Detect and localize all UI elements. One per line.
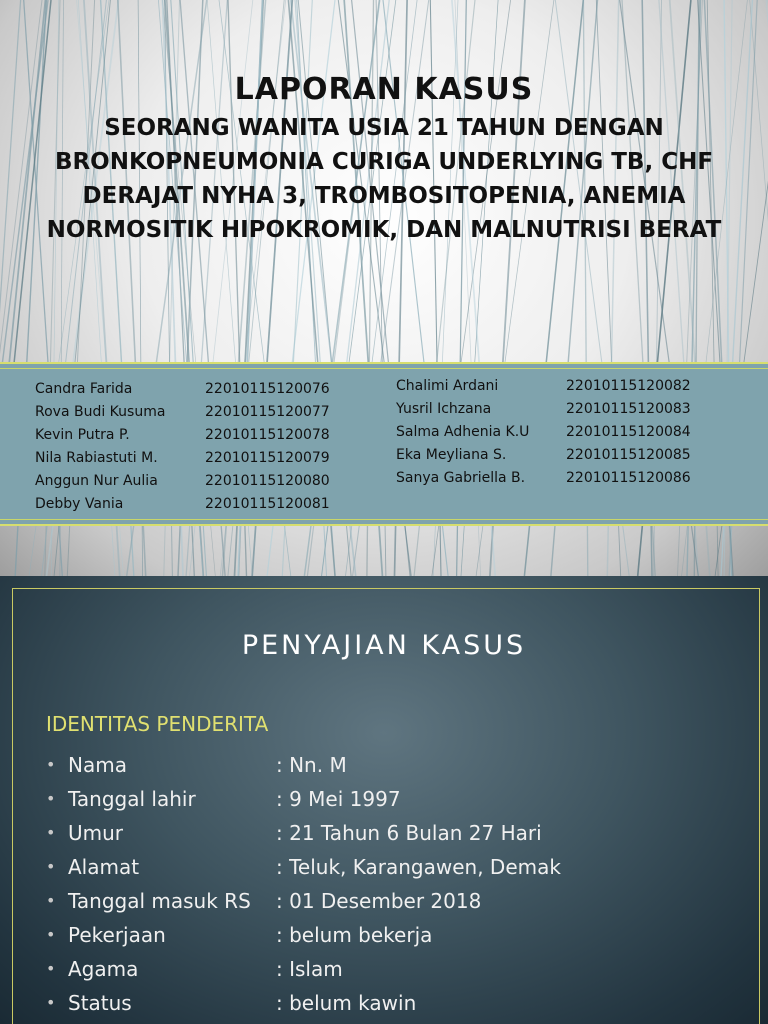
member-nim: 22010115120084: [566, 424, 691, 440]
identity-label: Pekerjaan: [68, 923, 166, 947]
bullet-icon: •: [46, 823, 56, 842]
member-row: [35, 424, 330, 447]
identity-value: : 21 Tahun 6 Bulan 27 Hari: [276, 821, 542, 845]
slide-title: LAPORAN KASUS: [234, 72, 534, 107]
identity-value: : belum bekerja: [276, 923, 433, 947]
member-nim: 22010115120081: [205, 496, 330, 512]
member-row: [35, 470, 330, 493]
bullet-icon: •: [46, 857, 56, 876]
member-name: Debby Vania: [35, 496, 124, 512]
member-name: Eka Meyliana S.: [396, 447, 507, 463]
member-nim: 22010115120079: [205, 450, 330, 466]
identity-value: : Islam: [276, 957, 343, 981]
identity-label: Alamat: [68, 855, 140, 879]
members-right-column: [396, 375, 691, 490]
identity-list: [46, 748, 746, 1020]
member-row: [35, 378, 330, 401]
identity-value: : Teluk, Karangawen, Demak: [276, 855, 561, 879]
member-nim: 22010115120080: [205, 473, 330, 489]
member-row: [396, 421, 691, 444]
section-heading: IDENTITAS PENDERITA: [46, 712, 269, 736]
member-name: Nila Rabiastuti M.: [35, 450, 158, 466]
identity-value: : Nn. M: [276, 753, 347, 777]
member-nim: 22010115120086: [566, 470, 691, 486]
member-nim: 22010115120085: [566, 447, 691, 463]
member-row: [396, 375, 691, 398]
member-row: [396, 398, 691, 421]
identity-label: Nama: [68, 753, 127, 777]
bullet-icon: •: [46, 789, 56, 808]
identity-label: Tanggal masuk RS: [68, 889, 251, 913]
member-name: Yusril Ichzana: [396, 401, 492, 417]
team-members-band: [0, 362, 768, 526]
bullet-icon: •: [46, 925, 56, 944]
member-nim: 22010115120077: [205, 404, 330, 420]
member-name: Chalimi Ardani: [396, 378, 499, 394]
bullet-icon: •: [46, 959, 56, 978]
member-name: Salma Adhenia K.U: [396, 424, 530, 440]
bullet-icon: •: [46, 891, 56, 910]
slide-title: PENYAJIAN KASUS: [241, 630, 527, 661]
identity-label: Umur: [68, 821, 124, 845]
list-item: [46, 782, 746, 816]
member-name: Sanya Gabriella B.: [396, 470, 526, 486]
list-item: [46, 952, 746, 986]
list-item: [46, 986, 746, 1020]
list-item: [46, 748, 746, 782]
list-item: [46, 850, 746, 884]
identity-label: Tanggal lahir: [68, 787, 196, 811]
member-nim: 22010115120076: [205, 381, 330, 397]
list-item: [46, 816, 746, 850]
member-row: [396, 444, 691, 467]
member-name: Kevin Putra P.: [35, 427, 130, 443]
member-nim: 22010115120083: [566, 401, 691, 417]
case-presentation-slide: [0, 576, 768, 1024]
member-nim: 22010115120078: [205, 427, 330, 443]
identity-label: Status: [68, 991, 132, 1015]
member-row: [35, 401, 330, 424]
member-row: [35, 447, 330, 470]
member-nim: 22010115120082: [566, 378, 691, 394]
list-item: [46, 918, 746, 952]
bullet-icon: •: [46, 993, 56, 1012]
list-item: [46, 884, 746, 918]
identity-value: : belum kawin: [276, 991, 417, 1015]
member-row: [396, 467, 691, 490]
slide-subtitle: SEORANG WANITA USIA 21 TAHUN DENGAN BRONKOPNEUMONIA CURIGA UNDERLYING TB, CHF DERAJAT NYHA 3, TROMBOSITOPENIA, ANEMIA NORMOSITIK HIPOKROMIK, DAN MALNUTRISI BERAT: [46, 115, 722, 243]
identity-value: : 01 Desember 2018: [276, 889, 482, 913]
bullet-icon: •: [46, 755, 56, 774]
identity-value: : 9 Mei 1997: [276, 787, 401, 811]
member-name: Candra Farida: [35, 381, 133, 397]
member-name: Anggun Nur Aulia: [35, 473, 158, 489]
member-row: [35, 493, 330, 516]
members-left-column: [35, 378, 330, 516]
title-block: [0, 72, 768, 247]
member-name: Rova Budi Kusuma: [35, 404, 166, 420]
identity-label: Agama: [68, 957, 139, 981]
